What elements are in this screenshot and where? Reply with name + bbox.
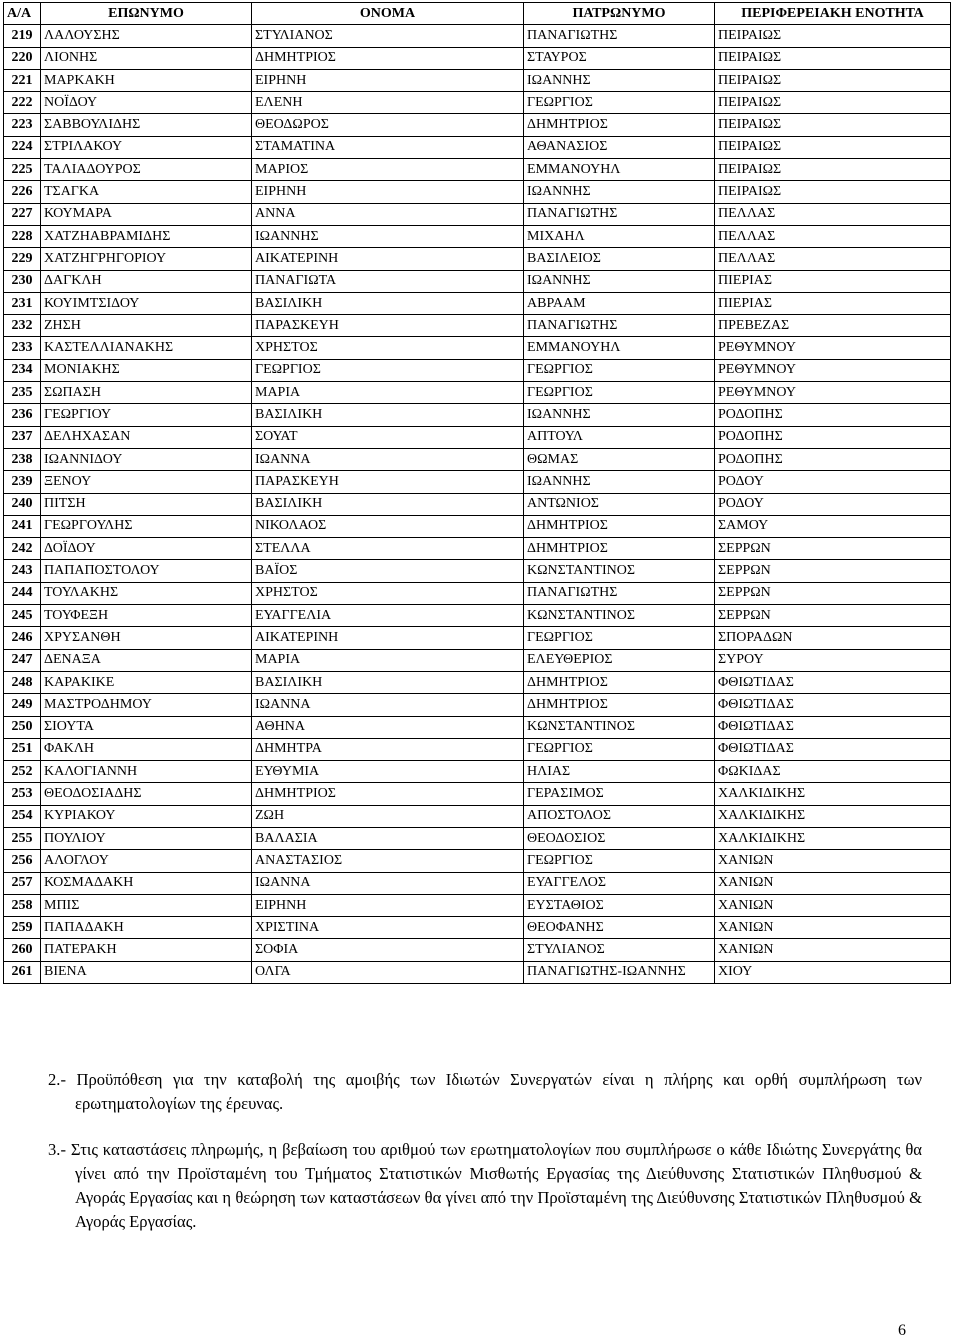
- first-name-cell: ΧΡΗΣΤΟΣ: [252, 582, 524, 604]
- regional-unit-cell: ΧΑΝΙΩΝ: [715, 872, 951, 894]
- row-number-cell: 222: [4, 92, 41, 114]
- note-text: Προϋπόθεση για την καταβολή της αμοιβής των Ιδιωτών Συνεργατών είναι η πλήρης και ορθή συμπλήρωση των ερωτηματολογίων της έρευνας.: [65, 1070, 922, 1113]
- first-name-cell: ΧΡΙΣΤΙΝΑ: [252, 917, 524, 939]
- first-name-cell: ΜΑΡΙΟΣ: [252, 159, 524, 181]
- regional-unit-cell: ΠΕΙΡΑΙΩΣ: [715, 114, 951, 136]
- regional-unit-cell: ΠΕΙΡΑΙΩΣ: [715, 69, 951, 91]
- row-number-cell: 228: [4, 225, 41, 247]
- row-number-cell: 242: [4, 538, 41, 560]
- father-name-cell: ΘΕΟΔΟΣΙΟΣ: [524, 827, 715, 849]
- father-name-cell: ΑΝΤΩΝΙΟΣ: [524, 493, 715, 515]
- row-number-cell: 256: [4, 850, 41, 872]
- surname-cell: ΖΗΣΗ: [41, 315, 252, 337]
- father-name-cell: ΕΜΜΑΝΟΥΗΛ: [524, 159, 715, 181]
- header-aa: Α/Α: [4, 3, 41, 25]
- father-name-cell: ΙΩΑΝΝΗΣ: [524, 69, 715, 91]
- first-name-cell: ΜΑΡΙΑ: [252, 649, 524, 671]
- father-name-cell: ΗΛΙΑΣ: [524, 761, 715, 783]
- regional-unit-cell: ΧΑΛΚΙΔΙΚΗΣ: [715, 783, 951, 805]
- surname-cell: ΜΠΙΣ: [41, 894, 252, 916]
- row-number-cell: 260: [4, 939, 41, 961]
- note-payment-condition: [48, 1068, 922, 1116]
- regional-unit-cell: ΠΕΙΡΑΙΩΣ: [715, 47, 951, 69]
- note-text: Στις καταστάσεις πληρωμής, η βεβαίωση του αριθμού των ερωτηματολογίων που συμπλήρωσε ο κάθε Ιδιώτης Συνεργάτης θα γίνει από την Προϊσταμένη του Τμήματος Στατιστικών Μισθωτής Εργασίας της Διεύθυνσης Στατιστικών Πληθυσμού & Αγοράς Εργασίας και η θεώρηση των καταστάσεων θα γίνει από την Προϊσταμένη της Διεύθυνσης Στατιστικών Πληθυσμού & Αγοράς Εργασίας.: [65, 1140, 922, 1231]
- table-row: [4, 448, 951, 470]
- surname-cell: ΚΑΣΤΕΛΛΙΑΝΑΚΗΣ: [41, 337, 252, 359]
- table-row: [4, 827, 951, 849]
- table-row: [4, 47, 951, 69]
- table-row: [4, 805, 951, 827]
- regional-unit-cell: ΠΕΛΛΑΣ: [715, 225, 951, 247]
- father-name-cell: ΙΩΑΝΝΗΣ: [524, 404, 715, 426]
- row-number-cell: 257: [4, 872, 41, 894]
- row-number-cell: 255: [4, 827, 41, 849]
- surname-cell: ΜΑΡΚΑΚΗ: [41, 69, 252, 91]
- table-row: [4, 939, 951, 961]
- father-name-cell: ΙΩΑΝΝΗΣ: [524, 471, 715, 493]
- regional-unit-cell: ΣΕΡΡΩΝ: [715, 605, 951, 627]
- regional-unit-cell: ΧΙΟΥ: [715, 961, 951, 983]
- table-header-row: [4, 3, 951, 25]
- father-name-cell: ΘΕΟΦΑΝΗΣ: [524, 917, 715, 939]
- first-name-cell: ΑΙΚΑΤΕΡΙΝΗ: [252, 627, 524, 649]
- father-name-cell: ΑΘΑΝΑΣΙΟΣ: [524, 136, 715, 158]
- first-name-cell: ΕΥΑΓΓΕΛΙΑ: [252, 605, 524, 627]
- row-number-cell: 227: [4, 203, 41, 225]
- father-name-cell: ΠΑΝΑΓΙΩΤΗΣ: [524, 315, 715, 337]
- father-name-cell: ΔΗΜΗΤΡΙΟΣ: [524, 515, 715, 537]
- row-number-cell: 234: [4, 359, 41, 381]
- first-name-cell: ΜΑΡΙΑ: [252, 382, 524, 404]
- first-name-cell: ΠΑΡΑΣΚΕΥΗ: [252, 315, 524, 337]
- regional-unit-cell: ΣΥΡΟΥ: [715, 649, 951, 671]
- father-name-cell: ΓΕΩΡΓΙΟΣ: [524, 92, 715, 114]
- table-row: [4, 136, 951, 158]
- table-row: [4, 315, 951, 337]
- surname-cell: ΚΟΥΙΜΤΣΙΔΟΥ: [41, 292, 252, 314]
- row-number-cell: 259: [4, 917, 41, 939]
- regional-unit-cell: ΡΟΔΟΠΗΣ: [715, 448, 951, 470]
- table-row: [4, 114, 951, 136]
- first-name-cell: ΑΙΚΑΤΕΡΙΝΗ: [252, 248, 524, 270]
- regional-unit-cell: ΧΑΝΙΩΝ: [715, 939, 951, 961]
- surname-cell: ΜΑΣΤΡΟΔΗΜΟΥ: [41, 694, 252, 716]
- table-row: [4, 515, 951, 537]
- row-number-cell: 226: [4, 181, 41, 203]
- father-name-cell: ΚΩΝΣΤΑΝΤΙΝΟΣ: [524, 560, 715, 582]
- regional-unit-cell: ΡΟΔΟΠΗΣ: [715, 404, 951, 426]
- surname-cell: ΔΕΛΗΧΑΣΑΝ: [41, 426, 252, 448]
- table-row: [4, 493, 951, 515]
- first-name-cell: ΟΛΓΑ: [252, 961, 524, 983]
- row-number-cell: 232: [4, 315, 41, 337]
- father-name-cell: ΠΑΝΑΓΙΩΤΗΣ-ΙΩΑΝΝΗΣ: [524, 961, 715, 983]
- first-name-cell: ΣΤΑΜΑΤΙΝΑ: [252, 136, 524, 158]
- first-name-cell: ΑΝΑΣΤΑΣΙΟΣ: [252, 850, 524, 872]
- father-name-cell: ΓΕΩΡΓΙΟΣ: [524, 627, 715, 649]
- surname-cell: ΚΟΥΜΑΡΑ: [41, 203, 252, 225]
- first-name-cell: ΕΙΡΗΝΗ: [252, 69, 524, 91]
- first-name-cell: ΒΑΣΙΛΙΚΗ: [252, 292, 524, 314]
- father-name-cell: ΕΥΣΤΑΘΙΟΣ: [524, 894, 715, 916]
- table-row: [4, 894, 951, 916]
- surname-cell: ΚΑΡΑΚΙΚΕ: [41, 671, 252, 693]
- regional-unit-cell: ΡΕΘΥΜΝΟΥ: [715, 359, 951, 381]
- father-name-cell: ΘΩΜΑΣ: [524, 448, 715, 470]
- surname-cell: ΚΟΣΜΑΔΑΚΗ: [41, 872, 252, 894]
- surname-cell: ΘΕΟΔΟΣΙΑΔΗΣ: [41, 783, 252, 805]
- table-row: [4, 783, 951, 805]
- table-row: [4, 605, 951, 627]
- table-row: [4, 738, 951, 760]
- row-number-cell: 241: [4, 515, 41, 537]
- row-number-cell: 248: [4, 671, 41, 693]
- first-name-cell: ΣΟΥΑΤ: [252, 426, 524, 448]
- first-name-cell: ΒΑΪΟΣ: [252, 560, 524, 582]
- surname-cell: ΤΟΥΛΑΚΗΣ: [41, 582, 252, 604]
- father-name-cell: ΙΩΑΝΝΗΣ: [524, 181, 715, 203]
- surname-cell: ΠΟΥΛΙΟΥ: [41, 827, 252, 849]
- first-name-cell: ΣΟΦΙΑ: [252, 939, 524, 961]
- first-name-cell: ΒΑΛΑΣΙΑ: [252, 827, 524, 849]
- table-row: [4, 382, 951, 404]
- table-row: [4, 248, 951, 270]
- regional-unit-cell: ΠΕΛΛΑΣ: [715, 248, 951, 270]
- father-name-cell: ΙΩΑΝΝΗΣ: [524, 270, 715, 292]
- table-row: [4, 538, 951, 560]
- first-name-cell: ΠΑΡΑΣΚΕΥΗ: [252, 471, 524, 493]
- regional-unit-cell: ΠΕΙΡΑΙΩΣ: [715, 25, 951, 47]
- father-name-cell: ΕΥΑΓΓΕΛΟΣ: [524, 872, 715, 894]
- father-name-cell: ΔΗΜΗΤΡΙΟΣ: [524, 694, 715, 716]
- row-number-cell: 221: [4, 69, 41, 91]
- surname-cell: ΔΑΓΚΛΗ: [41, 270, 252, 292]
- first-name-cell: ΔΗΜΗΤΡΑ: [252, 738, 524, 760]
- first-name-cell: ΙΩΑΝΝΑ: [252, 872, 524, 894]
- first-name-cell: ΧΡΗΣΤΟΣ: [252, 337, 524, 359]
- table-row: [4, 627, 951, 649]
- personnel-table: [3, 2, 951, 984]
- regional-unit-cell: ΧΑΛΚΙΔΙΚΗΣ: [715, 827, 951, 849]
- row-number-cell: 252: [4, 761, 41, 783]
- regional-unit-cell: ΠΕΛΛΑΣ: [715, 203, 951, 225]
- header-father-name: ΠΑΤΡΩΝΥΜΟ: [524, 3, 715, 25]
- table-row: [4, 671, 951, 693]
- regional-unit-cell: ΠΕΙΡΑΙΩΣ: [715, 181, 951, 203]
- first-name-cell: ΔΗΜΗΤΡΙΟΣ: [252, 47, 524, 69]
- table-row: [4, 426, 951, 448]
- row-number-cell: 253: [4, 783, 41, 805]
- surname-cell: ΑΛΟΓΛΟΥ: [41, 850, 252, 872]
- row-number-cell: 235: [4, 382, 41, 404]
- first-name-cell: ΝΙΚΟΛΑΟΣ: [252, 515, 524, 537]
- surname-cell: ΣΙΟΥΤΑ: [41, 716, 252, 738]
- note-payment-certification: [48, 1138, 922, 1234]
- regional-unit-cell: ΠΡΕΒΕΖΑΣ: [715, 315, 951, 337]
- first-name-cell: ΕΛΕΝΗ: [252, 92, 524, 114]
- surname-cell: ΚΑΛΟΓΙΑΝΝΗ: [41, 761, 252, 783]
- father-name-cell: ΕΛΕΥΘΕΡΙΟΣ: [524, 649, 715, 671]
- table-row: [4, 560, 951, 582]
- table-row: [4, 471, 951, 493]
- table-row: [4, 872, 951, 894]
- regional-unit-cell: ΠΙΕΡΙΑΣ: [715, 270, 951, 292]
- row-number-cell: 254: [4, 805, 41, 827]
- surname-cell: ΧΑΤΖΗΑΒΡΑΜΙΔΗΣ: [41, 225, 252, 247]
- surname-cell: ΚΥΡΙΑΚΟΥ: [41, 805, 252, 827]
- regional-unit-cell: ΦΘΙΩΤΙΔΑΣ: [715, 694, 951, 716]
- first-name-cell: ΣΤΕΛΛΑ: [252, 538, 524, 560]
- regional-unit-cell: ΠΕΙΡΑΙΩΣ: [715, 136, 951, 158]
- father-name-cell: ΔΗΜΗΤΡΙΟΣ: [524, 538, 715, 560]
- surname-cell: ΣΑΒΒΟΥΛΙΔΗΣ: [41, 114, 252, 136]
- father-name-cell: ΓΕΩΡΓΙΟΣ: [524, 359, 715, 381]
- father-name-cell: ΚΩΝΣΤΑΝΤΙΝΟΣ: [524, 716, 715, 738]
- regional-unit-cell: ΠΕΙΡΑΙΩΣ: [715, 92, 951, 114]
- regional-unit-cell: ΧΑΛΚΙΔΙΚΗΣ: [715, 805, 951, 827]
- table-row: [4, 961, 951, 983]
- row-number-cell: 237: [4, 426, 41, 448]
- father-name-cell: ΕΜΜΑΝΟΥΗΛ: [524, 337, 715, 359]
- surname-cell: ΛΑΛΟΥΣΗΣ: [41, 25, 252, 47]
- regional-unit-cell: ΡΕΘΥΜΝΟΥ: [715, 382, 951, 404]
- row-number-cell: 251: [4, 738, 41, 760]
- row-number-cell: 245: [4, 605, 41, 627]
- row-number-cell: 239: [4, 471, 41, 493]
- header-name: ΟΝΟΜΑ: [252, 3, 524, 25]
- surname-cell: ΠΙΤΣΗ: [41, 493, 252, 515]
- regional-unit-cell: ΣΑΜΟΥ: [715, 515, 951, 537]
- regional-unit-cell: ΡΟΔΟΥ: [715, 471, 951, 493]
- note-number: 2.-: [48, 1070, 66, 1089]
- father-name-cell: ΔΗΜΗΤΡΙΟΣ: [524, 114, 715, 136]
- row-number-cell: 246: [4, 627, 41, 649]
- father-name-cell: ΠΑΝΑΓΙΩΤΗΣ: [524, 25, 715, 47]
- surname-cell: ΣΤΡΙΛΑΚΟΥ: [41, 136, 252, 158]
- table-row: [4, 649, 951, 671]
- table-row: [4, 761, 951, 783]
- row-number-cell: 243: [4, 560, 41, 582]
- regional-unit-cell: ΦΘΙΩΤΙΔΑΣ: [715, 671, 951, 693]
- regional-unit-cell: ΠΙΕΡΙΑΣ: [715, 292, 951, 314]
- row-number-cell: 238: [4, 448, 41, 470]
- surname-cell: ΒΙΕΝΑ: [41, 961, 252, 983]
- regional-unit-cell: ΦΘΙΩΤΙΔΑΣ: [715, 716, 951, 738]
- header-surname: ΕΠΩΝΥΜΟ: [41, 3, 252, 25]
- surname-cell: ΝΟΪΔΟΥ: [41, 92, 252, 114]
- table-row: [4, 25, 951, 47]
- row-number-cell: 225: [4, 159, 41, 181]
- row-number-cell: 229: [4, 248, 41, 270]
- surname-cell: ΙΩΑΝΝΙΔΟΥ: [41, 448, 252, 470]
- row-number-cell: 219: [4, 25, 41, 47]
- row-number-cell: 249: [4, 694, 41, 716]
- surname-cell: ΦΑΚΛΗ: [41, 738, 252, 760]
- regional-unit-cell: ΦΘΙΩΤΙΔΑΣ: [715, 738, 951, 760]
- row-number-cell: 220: [4, 47, 41, 69]
- first-name-cell: ΒΑΣΙΛΙΚΗ: [252, 404, 524, 426]
- first-name-cell: ΙΩΑΝΝΑ: [252, 694, 524, 716]
- regional-unit-cell: ΣΕΡΡΩΝ: [715, 538, 951, 560]
- first-name-cell: ΑΝΝΑ: [252, 203, 524, 225]
- row-number-cell: 230: [4, 270, 41, 292]
- regional-unit-cell: ΡΟΔΟΥ: [715, 493, 951, 515]
- father-name-cell: ΠΑΝΑΓΙΩΤΗΣ: [524, 582, 715, 604]
- first-name-cell: ΔΗΜΗΤΡΙΟΣ: [252, 783, 524, 805]
- first-name-cell: ΒΑΣΙΛΙΚΗ: [252, 671, 524, 693]
- surname-cell: ΛΙΟΝΗΣ: [41, 47, 252, 69]
- table-row: [4, 181, 951, 203]
- table-row: [4, 850, 951, 872]
- surname-cell: ΠΑΠΑΔΑΚΗ: [41, 917, 252, 939]
- first-name-cell: ΙΩΑΝΝΗΣ: [252, 225, 524, 247]
- row-number-cell: 240: [4, 493, 41, 515]
- father-name-cell: ΑΠΤΟΥΛ: [524, 426, 715, 448]
- row-number-cell: 261: [4, 961, 41, 983]
- regional-unit-cell: ΧΑΝΙΩΝ: [715, 917, 951, 939]
- table-row: [4, 270, 951, 292]
- surname-cell: ΔΟΪΔΟΥ: [41, 538, 252, 560]
- regional-unit-cell: ΣΕΡΡΩΝ: [715, 582, 951, 604]
- first-name-cell: ΠΑΝΑΓΙΩΤΑ: [252, 270, 524, 292]
- father-name-cell: ΒΑΣΙΛΕΙΟΣ: [524, 248, 715, 270]
- table-row: [4, 694, 951, 716]
- surname-cell: ΓΕΩΡΓΙΟΥ: [41, 404, 252, 426]
- table-row: [4, 159, 951, 181]
- page-number: 6: [898, 1322, 906, 1339]
- table-body: [4, 25, 951, 984]
- first-name-cell: ΑΘΗΝΑ: [252, 716, 524, 738]
- surname-cell: ΤΣΑΓΚΑ: [41, 181, 252, 203]
- table-row: [4, 582, 951, 604]
- surname-cell: ΜΟΝΙΑΚΗΣ: [41, 359, 252, 381]
- first-name-cell: ΖΩΗ: [252, 805, 524, 827]
- surname-cell: ΞΕΝΟΥ: [41, 471, 252, 493]
- table-row: [4, 92, 951, 114]
- row-number-cell: 258: [4, 894, 41, 916]
- first-name-cell: ΕΥΘΥΜΙΑ: [252, 761, 524, 783]
- table-row: [4, 69, 951, 91]
- father-name-cell: ΑΒΡΑΑΜ: [524, 292, 715, 314]
- row-number-cell: 233: [4, 337, 41, 359]
- father-name-cell: ΣΤΥΛΙΑΝΟΣ: [524, 939, 715, 961]
- row-number-cell: 250: [4, 716, 41, 738]
- surname-cell: ΔΕΝΑΞΑ: [41, 649, 252, 671]
- first-name-cell: ΒΑΣΙΛΙΚΗ: [252, 493, 524, 515]
- father-name-cell: ΑΠΟΣΤΟΛΟΣ: [524, 805, 715, 827]
- note-number: 3.-: [48, 1140, 66, 1159]
- row-number-cell: 247: [4, 649, 41, 671]
- surname-cell: ΤΑΛΙΑΔΟΥΡΟΣ: [41, 159, 252, 181]
- regional-unit-cell: ΣΕΡΡΩΝ: [715, 560, 951, 582]
- father-name-cell: ΓΕΩΡΓΙΟΣ: [524, 850, 715, 872]
- surname-cell: ΤΟΥΦΕΞΗ: [41, 605, 252, 627]
- table-row: [4, 203, 951, 225]
- surname-cell: ΠΑΤΕΡΑΚΗ: [41, 939, 252, 961]
- footnotes: [48, 1068, 922, 1234]
- father-name-cell: ΓΕΩΡΓΙΟΣ: [524, 382, 715, 404]
- regional-unit-cell: ΣΠΟΡΑΔΩΝ: [715, 627, 951, 649]
- row-number-cell: 244: [4, 582, 41, 604]
- first-name-cell: ΕΙΡΗΝΗ: [252, 181, 524, 203]
- header-regional-unit: ΠΕΡΙΦΕΡΕΙΑΚΗ ΕΝΟΤΗΤΑ: [715, 3, 951, 25]
- father-name-cell: ΚΩΝΣΤΑΝΤΙΝΟΣ: [524, 605, 715, 627]
- surname-cell: ΓΕΩΡΓΟΥΛΗΣ: [41, 515, 252, 537]
- row-number-cell: 231: [4, 292, 41, 314]
- regional-unit-cell: ΧΑΝΙΩΝ: [715, 894, 951, 916]
- table-row: [4, 225, 951, 247]
- father-name-cell: ΣΤΑΥΡΟΣ: [524, 47, 715, 69]
- first-name-cell: ΘΕΟΔΩΡΟΣ: [252, 114, 524, 136]
- surname-cell: ΠΑΠΑΠΟΣΤΟΛΟΥ: [41, 560, 252, 582]
- regional-unit-cell: ΠΕΙΡΑΙΩΣ: [715, 159, 951, 181]
- first-name-cell: ΕΙΡΗΝΗ: [252, 894, 524, 916]
- table-row: [4, 917, 951, 939]
- row-number-cell: 223: [4, 114, 41, 136]
- row-number-cell: 224: [4, 136, 41, 158]
- father-name-cell: ΔΗΜΗΤΡΙΟΣ: [524, 671, 715, 693]
- regional-unit-cell: ΦΩΚΙΔΑΣ: [715, 761, 951, 783]
- father-name-cell: ΠΑΝΑΓΙΩΤΗΣ: [524, 203, 715, 225]
- table-row: [4, 716, 951, 738]
- first-name-cell: ΙΩΑΝΝΑ: [252, 448, 524, 470]
- table-row: [4, 337, 951, 359]
- table-row: [4, 404, 951, 426]
- table-row: [4, 292, 951, 314]
- father-name-cell: ΓΕΡΑΣΙΜΟΣ: [524, 783, 715, 805]
- regional-unit-cell: ΡΕΘΥΜΝΟΥ: [715, 337, 951, 359]
- table-row: [4, 359, 951, 381]
- first-name-cell: ΣΤΥΛΙΑΝΟΣ: [252, 25, 524, 47]
- surname-cell: ΧΑΤΖΗΓΡΗΓΟΡΙΟΥ: [41, 248, 252, 270]
- father-name-cell: ΓΕΩΡΓΙΟΣ: [524, 738, 715, 760]
- regional-unit-cell: ΧΑΝΙΩΝ: [715, 850, 951, 872]
- first-name-cell: ΓΕΩΡΓΙΟΣ: [252, 359, 524, 381]
- regional-unit-cell: ΡΟΔΟΠΗΣ: [715, 426, 951, 448]
- father-name-cell: ΜΙΧΑΗΛ: [524, 225, 715, 247]
- surname-cell: ΧΡΥΣΑΝΘΗ: [41, 627, 252, 649]
- row-number-cell: 236: [4, 404, 41, 426]
- surname-cell: ΣΩΠΑΣΗ: [41, 382, 252, 404]
